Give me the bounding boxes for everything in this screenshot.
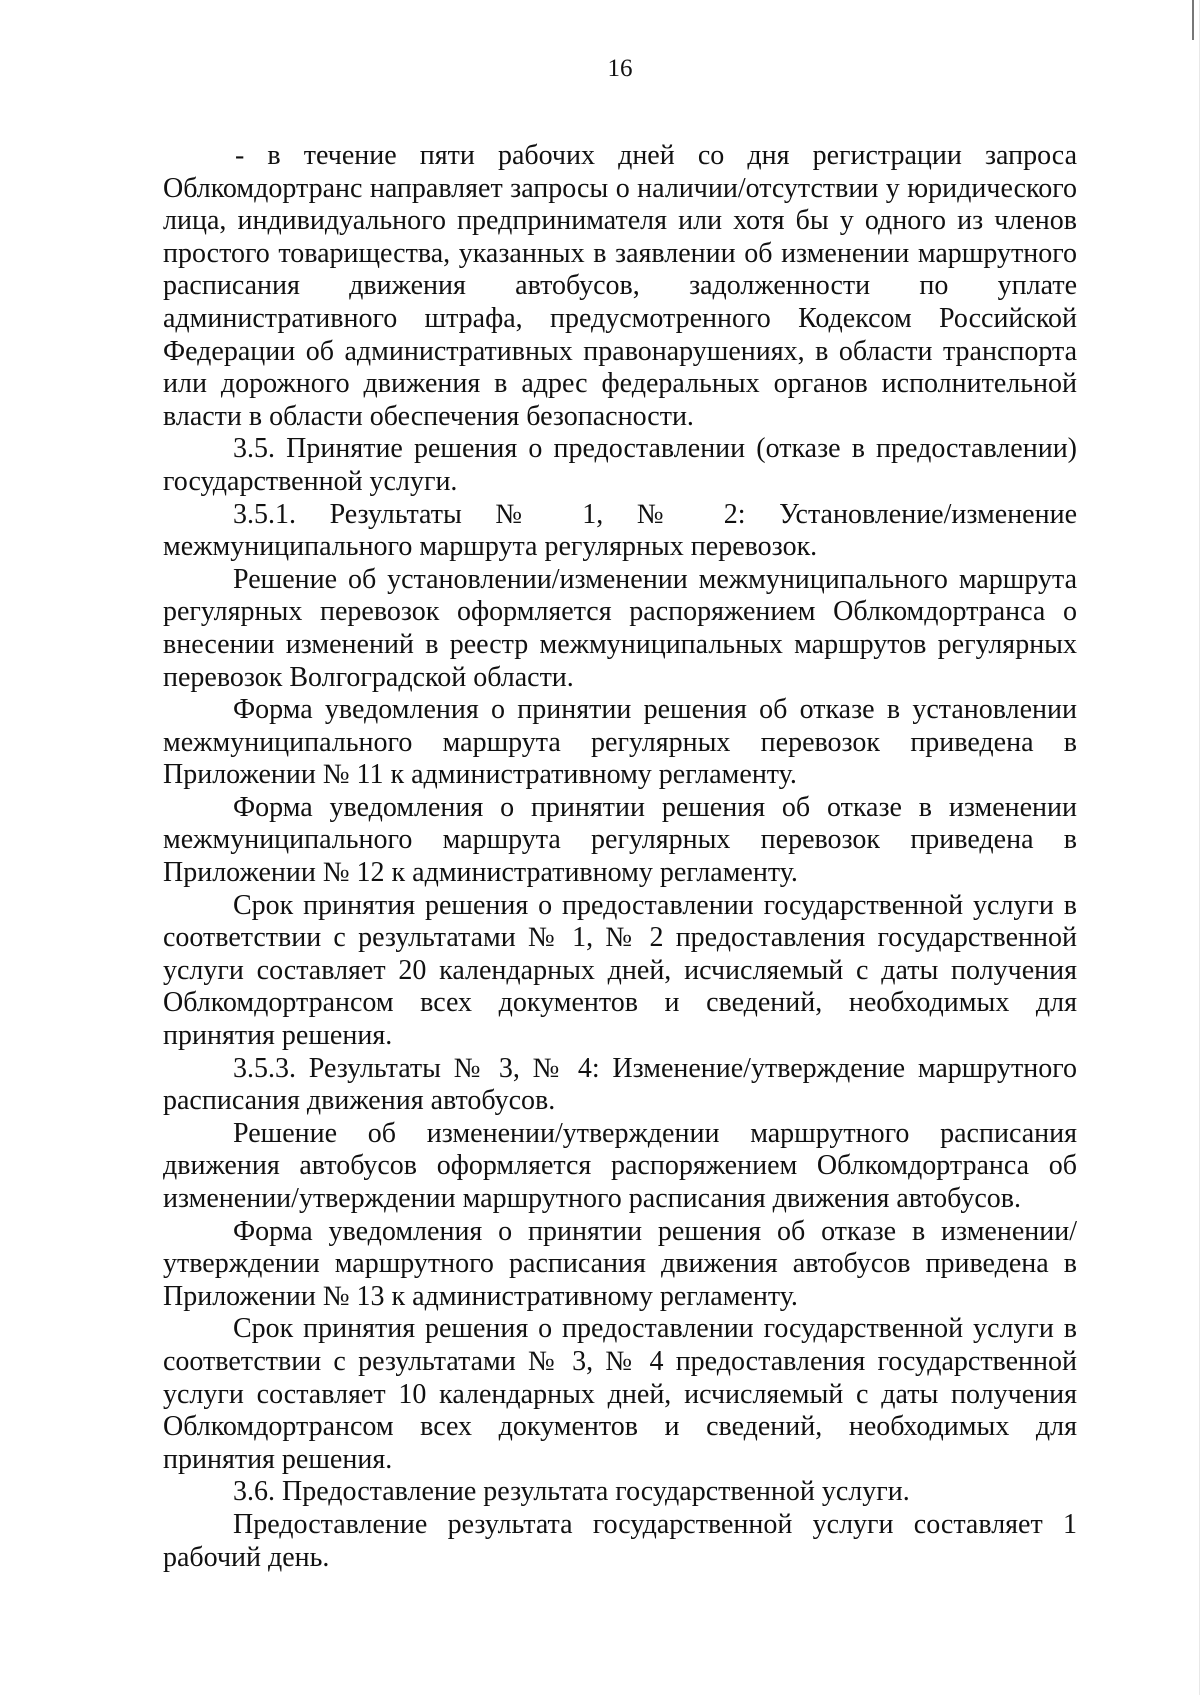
page-number: 16 — [607, 55, 633, 82]
paragraph-decision-term-1-2: Срок принятия решения о предоставлении государственной услуги в соответствии с результатами № 1, № 2 предоставления государственной услуги составляет 20 календарных дней, исчисляемый с даты получения Облкомдортрансом всех документов и сведений, необходимых для принятия решения. — [163, 889, 1077, 1052]
paragraph-section-3-5-heading: 3.5. Принятие решения о предоставлении (отказе в предоставлении) государственной услуги. — [163, 433, 1077, 497]
paragraph-section-3-5-1-heading: 3.5.1. Результаты № 1, № 2: Установление/изменение межмуниципального маршрута регулярных перевозок. — [163, 498, 1077, 563]
scan-edge-mark — [1192, 0, 1194, 40]
paragraph-request-queries: - в течение пяти рабочих дней со дня регистрации запроса Облкомдортранс направляет запросы о наличии/отсутствии у юридического лица, индивидуального предпринимателя или хотя бы у одного из членов простого товарищества, указанных в заявлении об изменении маршрутного расписания движения автобусов, задолженности по уплате административного штрафа, предусмотренного Кодексом Российской Федерации об административных правонарушениях, в области транспорта или дорожного движения в адрес федеральных органов исполнительной власти в области обеспечения безопасности. — [163, 140, 1077, 432]
paragraph-section-3-6-heading: 3.6. Предоставление результата государственной услуги. — [233, 1476, 910, 1508]
paragraph-section-3-5-3-heading: 3.5.3. Результаты № 3, № 4: Изменение/утверждение маршрутного расписания движения автобусов. — [163, 1052, 1077, 1117]
paragraph-result-term: Предоставление результата государственной услуги составляет 1 рабочий день. — [163, 1508, 1077, 1573]
paragraph-refusal-establishment-form: Форма уведомления о принятии решения об отказе в установлении межмуниципального маршрута регулярных перевозок приведена в Приложении № 11 к административному регламенту. — [163, 694, 1077, 791]
page-body — [163, 140, 1077, 1574]
paragraph-route-decision: Решение об установлении/изменении межмуниципального маршрута регулярных перевозок оформляется распоряжением Облкомдортранса о внесении изменений в реестр межмуниципальных маршрутов регулярных перевозок Волгоградской области. — [163, 563, 1077, 693]
paragraph-refusal-change-form: Форма уведомления о принятии решения об отказе в изменении межмуниципального маршрута регулярных перевозок приведена в Приложении № 12 к административному регламенту. — [163, 791, 1077, 889]
paragraph-decision-term-3-4: Срок принятия решения о предоставлении государственной услуги в соответствии с результатами № 3, № 4 предоставления государственной услуги составляет 10 календарных дней, исчисляемый с даты получения Облкомдортрансом всех документов и сведений, необходимых для принятия решения. — [163, 1313, 1077, 1475]
paragraph-schedule-decision: Решение об изменении/утверждении маршрутного расписания движения автобусов оформляется распоряжением Облкомдортранса об изменении/утверждении маршрутного расписания движения автобусов. — [163, 1117, 1077, 1214]
paragraph-refusal-schedule-form: Форма уведомления о принятии решения об отказе в изменении/утверждении маршрутного расписания движения автобусов приведена в Приложении № 13 к административному регламенту. — [163, 1215, 1077, 1312]
